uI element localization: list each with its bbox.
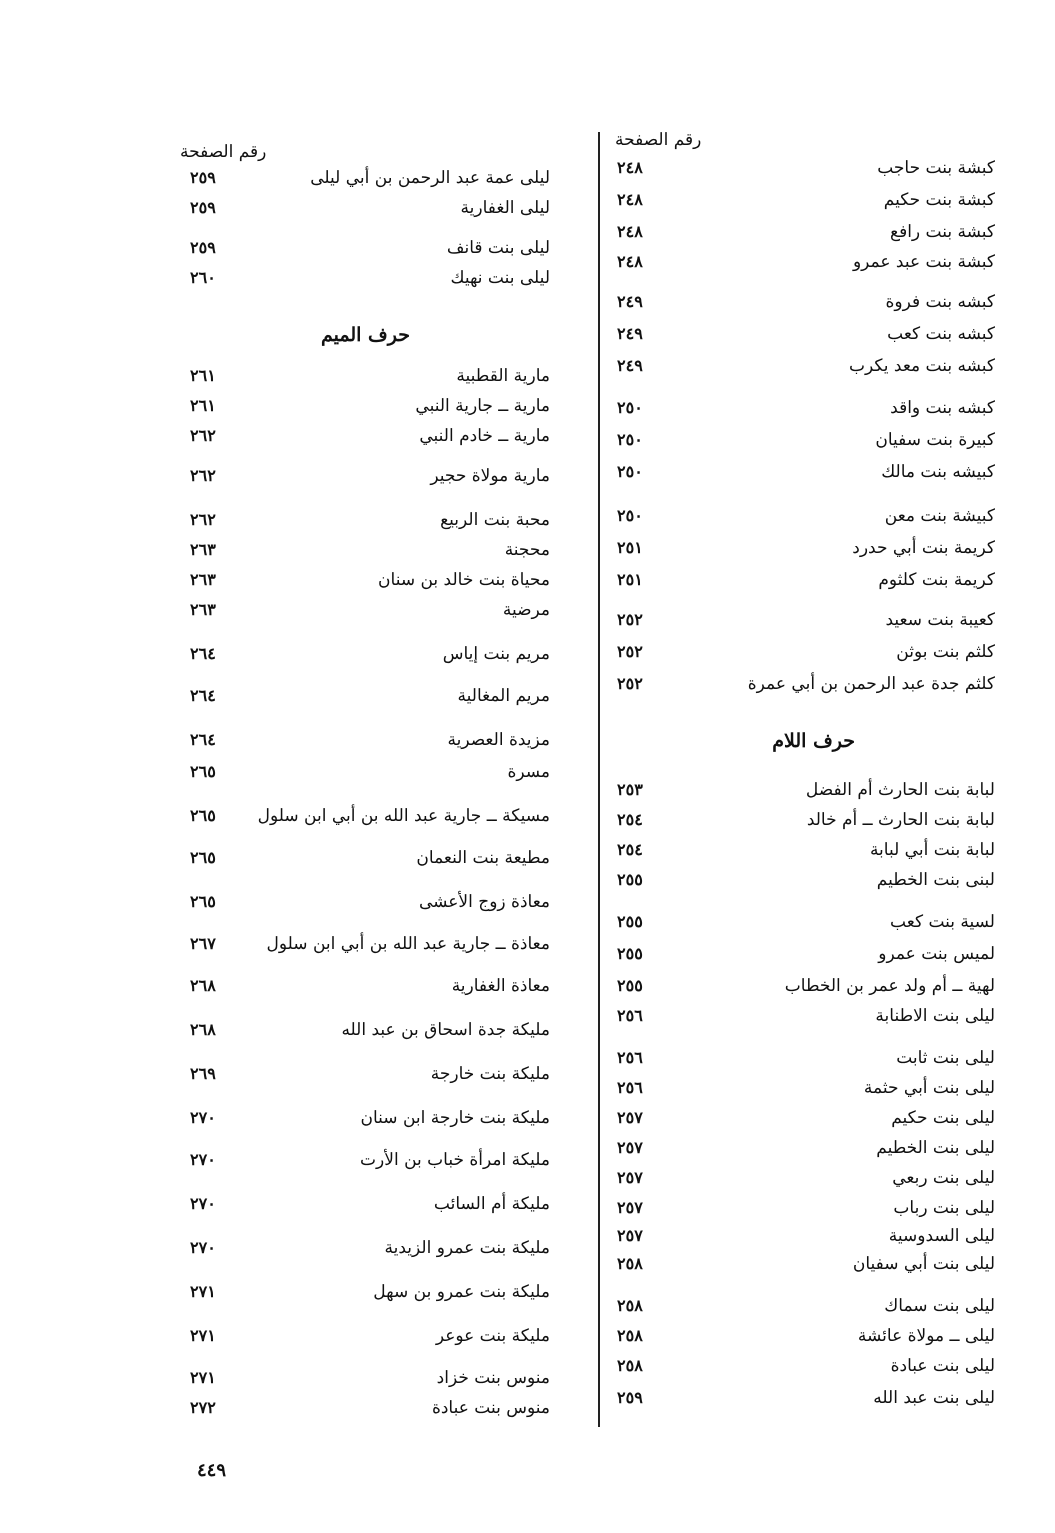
entry-name: كبشه بنت واقد xyxy=(890,398,995,418)
index-entry xyxy=(120,1108,550,1136)
entry-page: ٢٦٤ xyxy=(190,644,216,663)
page-number-header: رقم الصفحة xyxy=(180,142,267,162)
entry-name: ليلى السدوسية xyxy=(888,1226,995,1246)
entry-name: كبشه بنت معد يكرب xyxy=(848,356,995,376)
entry-name: مارية القطبية xyxy=(456,366,550,386)
entry-page: ٢٤٨ xyxy=(617,158,643,177)
index-entry xyxy=(565,976,995,1004)
entry-page: ٢٤٨ xyxy=(617,252,643,271)
entry-page: ٢٥٢ xyxy=(617,642,643,661)
entry-page: ٢٤٨ xyxy=(617,190,643,209)
index-entry xyxy=(120,976,550,1004)
entry-name: ليلى بنت أبي حثمة xyxy=(863,1078,995,1098)
entry-page: ٢٥٢ xyxy=(617,674,643,693)
entry-name: ليلى ــ مولاة عائشة xyxy=(857,1326,995,1346)
entry-name: ليلى بنت سماك xyxy=(884,1296,995,1316)
entry-name: مريم بنت إياس xyxy=(442,644,550,664)
index-entry xyxy=(565,810,995,838)
index-entry xyxy=(120,1238,550,1266)
entry-page: ٢٧٠ xyxy=(190,1150,216,1169)
entry-name: كبشه بنت فروة xyxy=(885,292,995,312)
entry-page: ٢٥٨ xyxy=(617,1254,643,1273)
entry-page: ٢٤٨ xyxy=(617,222,643,241)
index-entry xyxy=(120,806,550,834)
entry-name: معاذة زوج الأعشى xyxy=(418,892,550,912)
index-entry xyxy=(565,1226,995,1254)
entry-page: ٢٥٩ xyxy=(190,168,216,187)
index-entry xyxy=(120,426,550,454)
entry-name: مارية مولاة حجير xyxy=(430,466,550,486)
index-entry xyxy=(565,1078,995,1106)
entry-page: ٢٦٥ xyxy=(190,806,216,825)
entry-page: ٢٥٥ xyxy=(617,870,643,889)
entry-page: ٢٥٧ xyxy=(617,1168,643,1187)
entry-page: ٢٦٥ xyxy=(190,892,216,911)
entry-page: ٢٦٢ xyxy=(190,426,216,445)
entry-name: مليكة بنت خارجة xyxy=(430,1064,550,1084)
index-entry xyxy=(565,1108,995,1136)
section-heading-lam: حرف اللام xyxy=(772,730,855,752)
entry-page: ٢٥٥ xyxy=(617,912,643,931)
index-entry xyxy=(565,570,995,598)
entry-page: ٢٧١ xyxy=(190,1368,216,1387)
index-entry xyxy=(120,644,550,672)
entry-name: كعيبة بنت سعيد xyxy=(885,610,995,630)
index-entry xyxy=(565,1048,995,1076)
entry-name: منوس بنت خزاد xyxy=(436,1368,550,1388)
entry-name: كبشة بنت عبد عمرو xyxy=(852,252,995,272)
entry-name: مسرة xyxy=(507,762,550,782)
index-entry xyxy=(120,1020,550,1048)
entry-name: محجنة xyxy=(504,540,550,560)
entry-name: ليلى بنت حكيم xyxy=(891,1108,995,1128)
index-entry xyxy=(120,1282,550,1310)
entry-name: محبة بنت الربيع xyxy=(440,510,550,530)
index-entry xyxy=(120,238,550,266)
entry-page: ٢٥٠ xyxy=(617,462,643,481)
index-entry xyxy=(565,840,995,868)
entry-page: ٢٦٧ xyxy=(190,934,216,953)
entry-name: معاذة الغفارية xyxy=(451,976,550,996)
index-entry xyxy=(120,268,550,296)
entry-page: ٢٥٨ xyxy=(617,1356,643,1375)
index-entry xyxy=(565,538,995,566)
entry-page: ٢٥١ xyxy=(617,538,643,557)
entry-page: ٢٥٤ xyxy=(617,810,643,829)
index-entry xyxy=(565,292,995,320)
entry-name: مليكة جدة اسحاق بن عبد الله xyxy=(341,1020,550,1040)
index-entry xyxy=(565,780,995,808)
entry-name: كبيشه بنت مالك xyxy=(881,462,995,482)
entry-page: ٢٤٩ xyxy=(617,324,643,343)
entry-name: مطيعة بنت النعمان xyxy=(416,848,550,868)
entry-name: ليلى بنت عبد الله xyxy=(873,1388,995,1408)
index-entry xyxy=(565,324,995,352)
index-entry xyxy=(120,762,550,790)
index-entry xyxy=(120,686,550,714)
entry-name: مليكة بنت عمرو الزيدية xyxy=(384,1238,550,1258)
index-entry xyxy=(120,466,550,494)
entry-name: ليلى بنت ثابت xyxy=(896,1048,995,1068)
entry-page: ٢٦٤ xyxy=(190,730,216,749)
entry-page: ٢٥٠ xyxy=(617,506,643,525)
entry-name: مارية ــ جارية النبي xyxy=(415,396,550,416)
entry-page: ٢٥٨ xyxy=(617,1326,643,1345)
entry-page: ٢٧٠ xyxy=(190,1108,216,1127)
entry-name: مريم المغالية xyxy=(457,686,550,706)
index-entry xyxy=(120,1064,550,1092)
entry-name: منوس بنت عبادة xyxy=(431,1398,550,1418)
entry-name: ليلى بنت عبادة xyxy=(890,1356,995,1376)
index-entry xyxy=(565,430,995,458)
index-entry xyxy=(565,1326,995,1354)
section-heading-mim: حرف الميم xyxy=(321,324,410,346)
entry-page: ٢٥٢ xyxy=(617,610,643,629)
entry-page: ٢٦٨ xyxy=(190,976,216,995)
entry-name: ليلى بنت الخطيم xyxy=(876,1138,995,1158)
entry-name: مليكة امرأة خباب بن الأرت xyxy=(360,1150,550,1170)
entry-page: ٢٦٣ xyxy=(190,570,216,589)
index-entry xyxy=(565,1388,995,1416)
index-entry xyxy=(120,570,550,598)
entry-name: لبابة بنت أبي لبابة xyxy=(869,840,995,860)
page-number: ٤٤٩ xyxy=(197,1460,227,1481)
entry-page: ٢٦٢ xyxy=(190,466,216,485)
entry-page: ٢٦٢ xyxy=(190,510,216,529)
index-entry xyxy=(565,158,995,186)
entry-name: مارية ــ خادم النبي xyxy=(419,426,550,446)
entry-name: لميس بنت عمرو xyxy=(878,944,995,964)
index-entry xyxy=(120,396,550,424)
entry-page: ٢٥١ xyxy=(617,570,643,589)
entry-page: ٢٥٩ xyxy=(190,198,216,217)
entry-name: كبيشة بنت معن xyxy=(884,506,995,526)
entry-page: ٢٥٣ xyxy=(617,780,643,799)
entry-name: مرضية xyxy=(502,600,550,620)
entry-name: لهية ــ أم ولد عمر بن الخطاب xyxy=(784,976,995,996)
entry-page: ٢٦٣ xyxy=(190,600,216,619)
index-entry xyxy=(120,1326,550,1354)
entry-page: ٢٦٥ xyxy=(190,848,216,867)
entry-page: ٢٧٢ xyxy=(190,1398,216,1417)
index-entry xyxy=(565,1356,995,1384)
index-entry xyxy=(565,356,995,384)
entry-page: ٢٧٠ xyxy=(190,1194,216,1213)
index-entry xyxy=(120,848,550,876)
entry-name: كريمة بنت أبي حدرد xyxy=(852,538,995,558)
entry-name: كبشة بنت رافع xyxy=(890,222,995,242)
entry-page: ٢٥٩ xyxy=(617,1388,643,1407)
entry-name: كلثم جدة عبد الرحمن بن أبي عمرة xyxy=(747,674,995,694)
entry-page: ٢٦٩ xyxy=(190,1064,216,1083)
entry-page: ٢٥٦ xyxy=(617,1078,643,1097)
entry-name: ليلى الغفارية xyxy=(460,198,550,218)
entry-page: ٢٥٨ xyxy=(617,1296,643,1315)
entry-page: ٢٥٧ xyxy=(617,1138,643,1157)
entry-page: ٢٥٦ xyxy=(617,1048,643,1067)
index-entry xyxy=(120,198,550,226)
entry-page: ٢٦٤ xyxy=(190,686,216,705)
entry-page: ٢٤٩ xyxy=(617,356,643,375)
entry-page: ٢٦١ xyxy=(190,396,216,415)
entry-page: ٢٥٩ xyxy=(190,238,216,257)
entry-name: كبشه بنت كعب xyxy=(887,324,995,344)
entry-name: مسيكة ــ جارية عبد الله بن أبي ابن سلول xyxy=(257,806,550,826)
entry-page: ٢٦١ xyxy=(190,366,216,385)
entry-name: لبنى بنت الخطيم xyxy=(876,870,995,890)
index-entry xyxy=(120,540,550,568)
entry-name: ليلى بنت رباب xyxy=(893,1198,995,1218)
index-entry xyxy=(120,1398,550,1426)
entry-name: لسية بنت كعب xyxy=(890,912,995,932)
index-entry xyxy=(120,1368,550,1396)
entry-page: ٢٥٥ xyxy=(617,944,643,963)
index-entry xyxy=(565,610,995,638)
index-entry xyxy=(565,1006,995,1034)
index-entry xyxy=(120,892,550,920)
index-entry xyxy=(565,912,995,940)
entry-name: لبابة بنت الحارث أم الفضل xyxy=(805,780,995,800)
entry-name: مليكة أم السائب xyxy=(433,1194,550,1214)
index-entry xyxy=(120,510,550,538)
index-entry xyxy=(120,1150,550,1178)
index-entry xyxy=(565,1168,995,1196)
entry-page: ٢٥٥ xyxy=(617,976,643,995)
index-entry xyxy=(120,168,550,196)
entry-name: ليلى بنت قانف xyxy=(446,238,550,258)
index-entry xyxy=(565,1254,995,1282)
entry-page: ٢٥٦ xyxy=(617,1006,643,1025)
entry-name: كبشة بنت حكيم xyxy=(883,190,995,210)
index-entry xyxy=(565,222,995,250)
entry-name: ليلى بنت ربعي xyxy=(892,1168,995,1188)
entry-name: مزيدة العصرية xyxy=(447,730,550,750)
entry-page: ٢٥٧ xyxy=(617,1108,643,1127)
index-entry xyxy=(120,1194,550,1222)
entry-page: ٢٥٧ xyxy=(617,1226,643,1245)
entry-name: كبشة بنت حاجب xyxy=(877,158,995,178)
entry-name: معاذة ــ جارية عبد الله بن أبي ابن سلول xyxy=(266,934,550,954)
entry-page: ٢٥٠ xyxy=(617,430,643,449)
index-entry xyxy=(565,1198,995,1226)
index-entry xyxy=(565,252,995,280)
entry-name: ليلى بنت أبي سفيان xyxy=(852,1254,995,1274)
index-entry xyxy=(120,730,550,758)
index-entry xyxy=(565,944,995,972)
entry-name: كريمة بنت كلثوم xyxy=(878,570,995,590)
entry-page: ٢٧١ xyxy=(190,1326,216,1345)
entry-name: ليلى بنت الاطنابة xyxy=(875,1006,995,1026)
entry-name: ليلى بنت نهيك xyxy=(450,268,550,288)
index-entry xyxy=(565,398,995,426)
index-entry xyxy=(565,674,995,702)
index-entry xyxy=(565,190,995,218)
index-entry xyxy=(120,600,550,628)
entry-name: مليكة بنت عمرو بن سهل xyxy=(373,1282,550,1302)
entry-page: ٢٦٨ xyxy=(190,1020,216,1039)
entry-name: لبابة بنت الحارث ــ أم خالد xyxy=(806,810,995,830)
entry-page: ٢٧١ xyxy=(190,1282,216,1301)
entry-page: ٢٤٩ xyxy=(617,292,643,311)
index-entry xyxy=(565,642,995,670)
entry-name: محياة بنت خالد بن سنان xyxy=(378,570,550,590)
entry-name: مليكة بنت عوعر xyxy=(435,1326,550,1346)
entry-name: كبيرة بنت سفيان xyxy=(875,430,995,450)
index-entry xyxy=(565,1138,995,1166)
index-entry xyxy=(565,462,995,490)
entry-page: ٢٦٣ xyxy=(190,540,216,559)
entry-page: ٢٥٤ xyxy=(617,840,643,859)
entry-name: ليلى عمة عبد الرحمن بن أبي ليلى xyxy=(310,168,550,188)
entry-page: ٢٦٠ xyxy=(190,268,216,287)
entry-page: ٢٥٠ xyxy=(617,398,643,417)
index-entry xyxy=(565,1296,995,1324)
entry-name: كلثم بنت بوثن xyxy=(896,642,995,662)
entry-page: ٢٦٥ xyxy=(190,762,216,781)
index-entry xyxy=(565,870,995,898)
entry-page: ٢٧٠ xyxy=(190,1238,216,1257)
page-number-header: رقم الصفحة xyxy=(615,130,702,150)
entry-page: ٢٥٧ xyxy=(617,1198,643,1217)
entry-name: مليكة بنت خارجة ابن سنان xyxy=(360,1108,550,1128)
index-entry xyxy=(120,366,550,394)
index-entry xyxy=(120,934,550,962)
index-entry xyxy=(565,506,995,534)
